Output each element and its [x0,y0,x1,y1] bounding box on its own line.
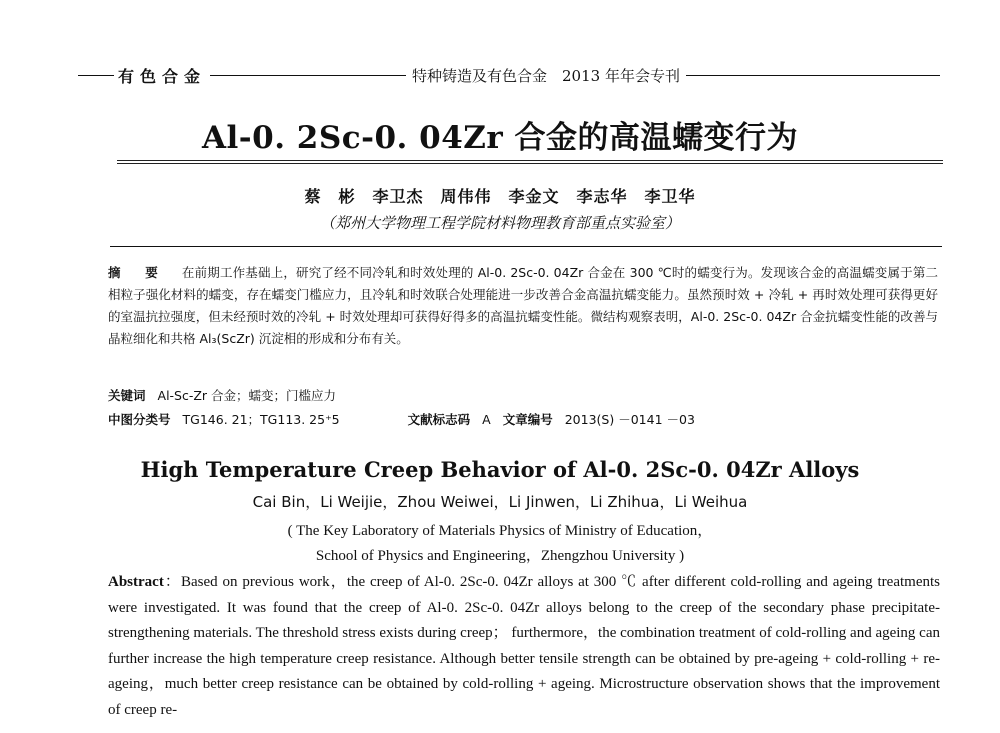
clc-label: 中图分类号 [108,412,171,427]
article-number-label: 文章编号 [502,412,553,427]
header-rule-middle [210,75,406,76]
article-title-chinese: Al-0. 2Sc-0. 04Zr 合金的高温蠕变行为 [201,120,799,156]
header-rule-right [686,75,940,76]
title-rule-top [117,160,943,161]
doc-code-value: A [482,412,491,427]
running-header [78,62,940,88]
keywords-label: 关键词 [108,388,146,403]
abstract-chinese-label: 摘 要 [108,265,168,280]
section-rule [110,246,942,247]
affiliation-chinese: （郑州大学物理工程学院材料物理教育部重点实验室） [319,214,680,232]
header-rule-left [78,75,114,76]
abstract-chinese [108,262,938,350]
article-number-value: 2013(S) －0141 －03 [564,412,695,427]
title-rule-bottom [117,163,943,164]
journal-section-name: 有色合金 [118,66,207,86]
abstract-chinese-text: 在前期工作基础上，研究了经不同冷轧和时效处理的 Al-0. 2Sc-0. 04Zr 合金在 300 ℃时的蠕变行为。发现该合金的高温蠕变属于第二相粒子强化材料的蠕变，存在蠕变门槛应力，且冷轧和时效联合处理能进一步改善合金高温抗蠕变能力。虽然预时效 + 冷轧 + 再时效处理可获得更好的室温抗拉强度，但未经预时效的冷轧 + 时效处理却可获得好得多的高温抗蠕变性能。微结构观察表明，Al-0. 2Sc-0. 04Zr 合金抗蠕变性能的改善与晶粒细化和共格 Al₃(ScZr) 沉淀相的形成和分布有关。 [108,265,938,346]
clc-value: TG146. 21；TG113. 25⁺5 [182,412,340,427]
article-title-english: High Temperature Creep Behavior of Al-0. 2Sc-0. 04Zr Alloys [140,457,860,482]
abstract-english [108,570,940,723]
affiliation-english-line2: School of Physics and Engineering，Zhengzhou University ) [315,548,685,564]
affiliation-english-line1: ( The Key Laboratory of Materials Physics of Ministry of Education， [287,523,713,539]
authors-chinese: 蔡 彬 李卫杰 周伟伟 李金文 李志华 李卫华 [304,187,696,206]
classification-line [108,410,938,428]
authors-english: Cai Bin，Li Weijie，Zhou Weiwei，Li Jinwen，Li Zhihua，Li Weihua [252,493,748,511]
keywords-text: Al-Sc-Zr 合金；蠕变；门槛应力 [157,388,337,403]
doc-code-label: 文献标志码 [407,412,471,427]
abstract-english-label: Abstract [108,574,164,590]
keywords [108,386,336,404]
abstract-english-text: ：Based on previous work，the creep of Al-0. 2Sc-0. 04Zr alloys at 300 ℃ after different cold-rolling and ageing treatments were investigated. It was found that the creep of Al-0. 2Sc-0. 04Zr alloys belong to the creep of the secondary phase precipitate-strengthening materials. The threshold stress exists during creep； furthermore，the combination treatment of cold-rolling and ageing can further increase the high temperature creep resistance. Although better tensile strength can be obtained by pre-ageing + cold-rolling + re-ageing，much better creep resistance can be obtained by cold-rolling + ageing. Microstructure observation shows that the improvement of creep re- [108,574,940,718]
issue-name: 特种铸造及有色合金 2013 年年会专刊 [412,66,680,85]
